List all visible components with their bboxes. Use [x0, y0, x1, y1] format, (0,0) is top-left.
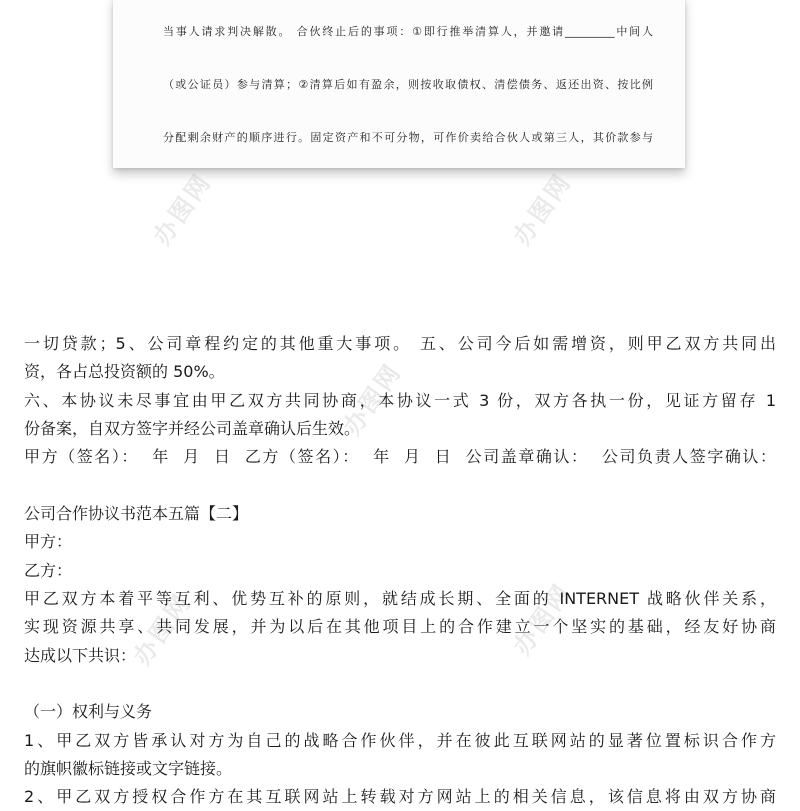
- watermark: 办图网: [337, 357, 408, 441]
- watermark: 办图网: [507, 577, 578, 661]
- card-line: 当事人请求判决解散。 合伙终止后的事项：①即行推举清算人，并邀请_________中间人: [163, 25, 653, 39]
- body-line: 的旗帜徽标链接或文字链接。: [24, 759, 233, 778]
- body-line: 甲乙双方本着平等互利、优势互补的原则，就结成长期、全面的 INTERNET 战略伙伴关系，: [24, 589, 776, 608]
- card-line: （或公证员）参与清算；②清算后如有盈余，则按收取债权、清偿债务、返还出资、按比例: [163, 77, 653, 91]
- watermark: 办图网: [507, 167, 578, 251]
- party-b-label: 乙方：: [24, 561, 73, 580]
- body-line: 资，各占总投资额的 50%。: [24, 362, 225, 381]
- document-page-preview: [113, 0, 685, 168]
- body-line: 份备案，自双方签字并经公司盖章确认后生效。: [24, 419, 361, 438]
- party-a-label: 甲方：: [24, 532, 73, 551]
- watermark: 办图网: [127, 587, 198, 671]
- body-line: 达成以下共识：: [24, 646, 137, 665]
- watermark: 办图网: [147, 167, 218, 251]
- body-line: 一切贷款；5、公司章程约定的其他重大事项。 五、公司今后如需增资，则甲乙双方共同出: [24, 334, 776, 353]
- body-line: 1、甲乙双方皆承认对方为自己的战略合作伙伴，并在彼此互联网站的显著位置标识合作方: [24, 731, 776, 750]
- body-line: 实现资源共享、共同发展，并为以后在其他项目上的合作建立一个坚实的基础，经友好协商: [24, 617, 776, 636]
- body-line: 2、甲乙双方授权合作方在其互联网站上转载对方网站上的相关信息，该信息将由双方协商: [24, 787, 776, 806]
- body-line: 六、本协议未尽事宜由甲乙双方共同协商，本协议一式 3 份，双方各执一份，见证方留存 1: [24, 391, 776, 410]
- card-text-block: [163, 0, 653, 168]
- signature-line: 甲方（签名）： 年 月 日 乙方（签名）： 年 月 日 公司盖章确认： 公司负责人签字确认：: [24, 447, 776, 466]
- card-line: 分配剩余财产的顺序进行。固定资产和不可分物，可作价卖给合伙人或第三人，其价款参与: [163, 130, 653, 144]
- section-title: 公司合作协议书范本五篇【二】: [24, 504, 249, 523]
- subsection-heading: （一）权利与义务: [24, 702, 153, 721]
